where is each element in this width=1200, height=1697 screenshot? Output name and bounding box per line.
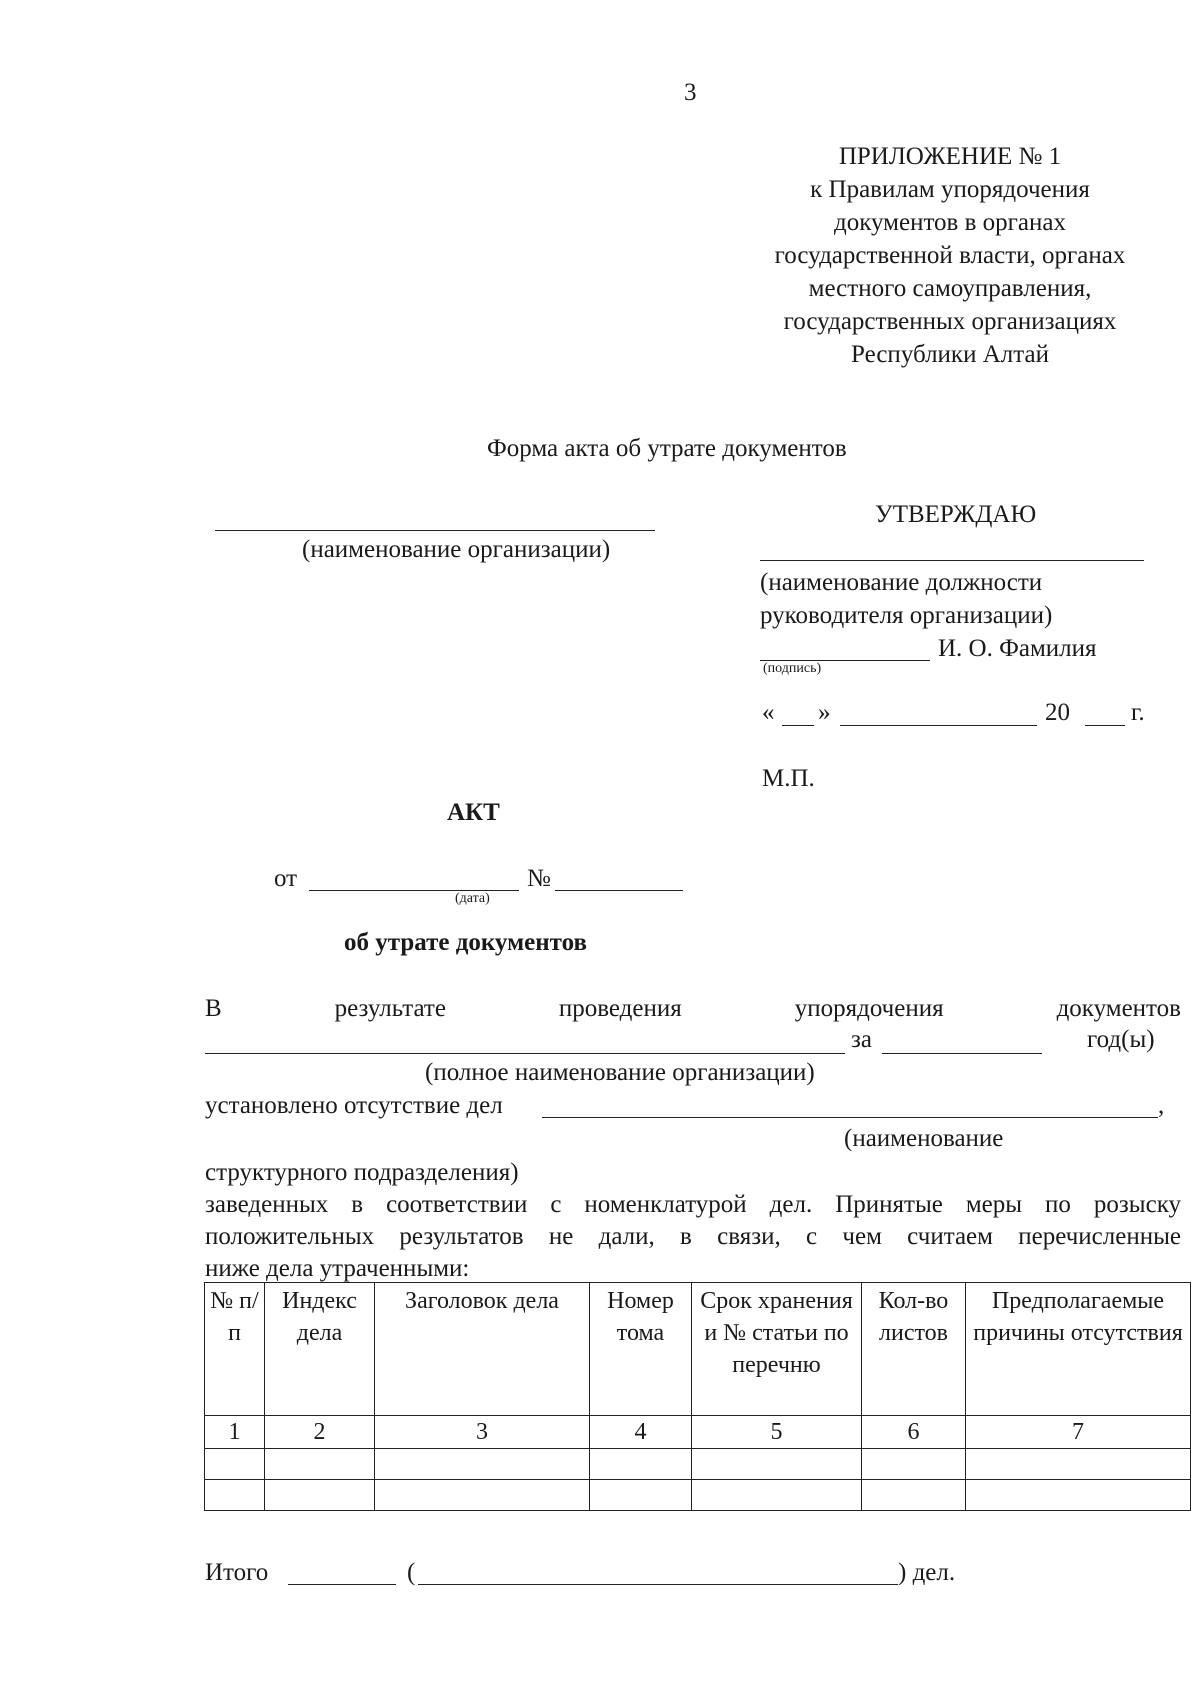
table-header-row [205, 1283, 1191, 1416]
body-word: упорядочения [794, 995, 944, 1022]
years-line[interactable] [882, 1053, 1042, 1054]
table-cell[interactable] [375, 1480, 590, 1511]
table-cell: 3 [375, 1416, 590, 1449]
act-number-line[interactable] [555, 890, 683, 891]
month-line[interactable] [840, 725, 1037, 726]
date-open-quote: « [762, 699, 775, 726]
table-cell: 4 [590, 1416, 692, 1449]
form-title: Форма акта об утрате документов [487, 435, 847, 462]
table-cell[interactable] [590, 1480, 692, 1511]
table-cell[interactable] [205, 1480, 265, 1511]
column-header-title: Заголовок дела [375, 1283, 590, 1416]
body-word: документов [1056, 995, 1181, 1022]
page-number: 3 [684, 79, 697, 106]
table-row[interactable] [205, 1449, 1191, 1480]
paragraph-line: заведенных в соответствии с номенклатурой дел. Принятые меры по розыску [205, 1191, 1181, 1218]
comma: , [1158, 1092, 1165, 1119]
year-line[interactable] [1085, 725, 1125, 726]
date-caption: (дата) [455, 891, 490, 906]
total-label: Итого [205, 1559, 269, 1586]
organization-name-line[interactable] [215, 530, 655, 531]
body-word: В [205, 995, 222, 1022]
year-label: год(ы) [1087, 1026, 1155, 1053]
appendix-title: ПРИЛОЖЕНИЕ № 1 [838, 143, 1062, 170]
table-row-column-numbers [205, 1416, 1191, 1449]
position-caption: руководителя организации) [760, 602, 1053, 629]
column-header-volume: Номер тома [590, 1283, 692, 1416]
table-cell: 5 [692, 1416, 862, 1449]
table-cell: 6 [862, 1416, 966, 1449]
structural-unit-line[interactable] [542, 1117, 1158, 1118]
table-cell[interactable] [692, 1449, 862, 1480]
table-cell[interactable] [862, 1480, 966, 1511]
table-cell: 1 [205, 1416, 265, 1449]
table-cell[interactable] [375, 1449, 590, 1480]
total-open-paren: ( [407, 1559, 416, 1586]
table-cell: 2 [265, 1416, 375, 1449]
act-title: АКТ [447, 799, 500, 826]
position-caption: (наименование должности [760, 569, 1043, 596]
signature-caption: (подпись) [763, 661, 822, 676]
column-header-number: № п/п [205, 1283, 265, 1416]
appendix-line: государственных организациях [783, 308, 1117, 335]
total-words-line[interactable] [418, 1584, 898, 1585]
table-cell[interactable] [966, 1449, 1191, 1480]
table-cell[interactable] [966, 1480, 1191, 1511]
table-cell[interactable] [265, 1480, 375, 1511]
position-name-line[interactable] [760, 560, 1144, 561]
appendix-block [720, 140, 1180, 371]
signer-name: И. О. Фамилия [938, 635, 1097, 662]
appendix-line: Республики Алтай [851, 341, 1049, 368]
seal-mark: М.П. [762, 765, 815, 792]
missing-files-label: установлено отсутствие дел [205, 1092, 503, 1119]
total-close-paren: ) дел. [898, 1559, 956, 1586]
paragraph-line: положительных результатов не дали, в связи, с чем считаем перечисленные [205, 1223, 1181, 1250]
act-subtitle: об утрате документов [344, 929, 587, 956]
table-row[interactable] [205, 1480, 1191, 1511]
appendix-line: документов в органах [833, 209, 1066, 236]
total-count-line[interactable] [288, 1584, 396, 1585]
table-cell: 7 [966, 1416, 1191, 1449]
appendix-line: местного самоуправления, [808, 275, 1092, 302]
body-word: результате [334, 995, 446, 1022]
approval-heading: УТВЕРЖДАЮ [875, 501, 1037, 528]
for-label: за [851, 1026, 872, 1053]
date-close-quote: » [818, 699, 831, 726]
table-cell[interactable] [590, 1449, 692, 1480]
appendix-line: к Правилам упорядочения [810, 176, 1090, 203]
appendix-line: государственной власти, органах [774, 242, 1126, 269]
lost-files-table [204, 1282, 1191, 1511]
org-full-name-line[interactable] [205, 1053, 845, 1054]
table-cell[interactable] [205, 1449, 265, 1480]
column-header-reasons: Предполагаемые причины отсутствия [966, 1283, 1191, 1416]
table-cell[interactable] [265, 1449, 375, 1480]
year-suffix: г. [1131, 699, 1145, 726]
paragraph-line: ниже дела утраченными: [205, 1255, 470, 1282]
column-header-sheets: Кол-во листов [862, 1283, 966, 1416]
column-header-index: Индекс дела [265, 1283, 375, 1416]
unit-caption: структурного подразделения) [205, 1159, 519, 1186]
table-cell[interactable] [862, 1449, 966, 1480]
act-from-label: от [274, 865, 298, 892]
day-line[interactable] [782, 725, 814, 726]
column-header-retention: Срок хранения и № статьи по перечню [692, 1283, 862, 1416]
organization-caption: (наименование организации) [302, 536, 611, 563]
table-cell[interactable] [692, 1480, 862, 1511]
act-number-label: № [527, 865, 551, 892]
unit-caption: (наименование [844, 1125, 1004, 1152]
year-prefix: 20 [1045, 699, 1070, 726]
org-full-caption: (полное наименование организации) [425, 1059, 815, 1086]
body-first-line [205, 995, 1181, 1023]
body-word: проведения [558, 995, 682, 1022]
